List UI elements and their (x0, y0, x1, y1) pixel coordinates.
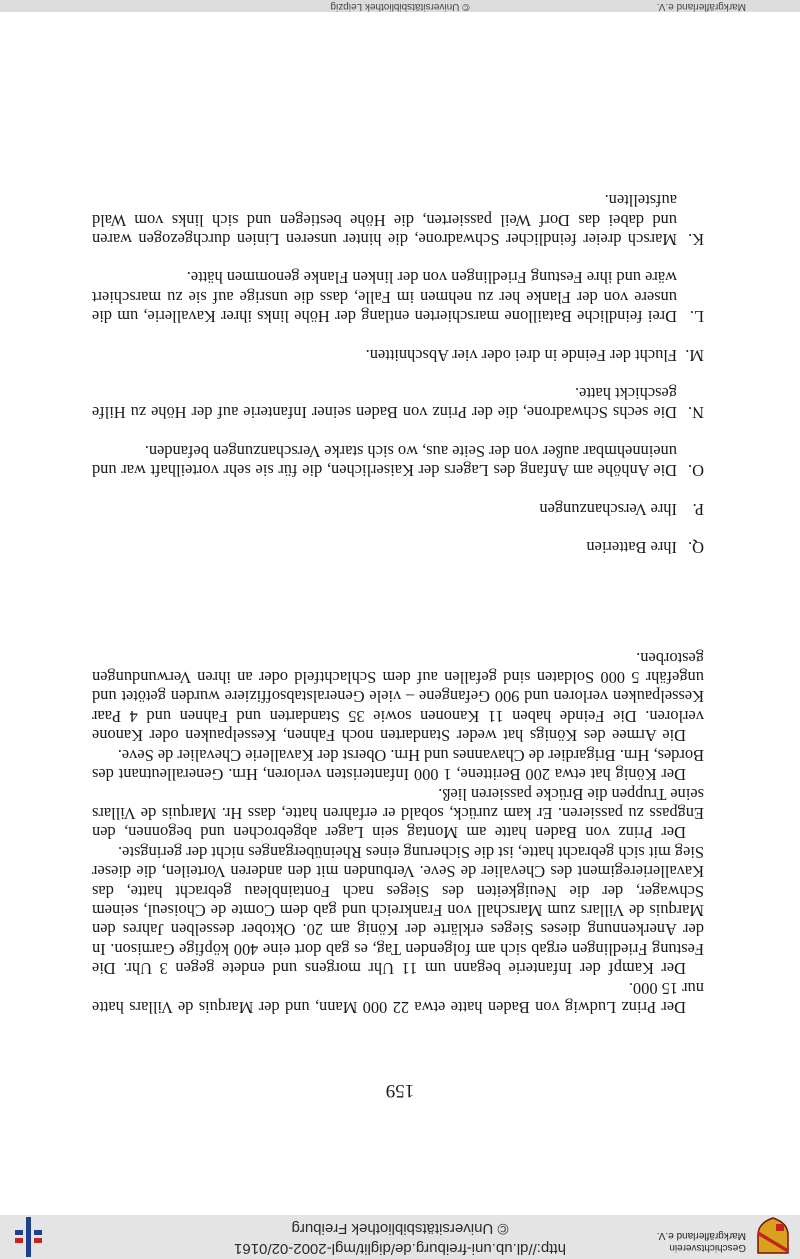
university-library-logo-icon (14, 1217, 44, 1257)
legend-key: L. (689, 307, 704, 327)
legend-text: Die Anhöhe am Anfang des Lagers der Kaiserlichen, die für sie sehr vorteilhaft war und uneinnehmbar außer von der Seite aus, wo sich starke Verschanzungen befanden. (92, 441, 677, 481)
copyright-notice: © Universitätsbibliothek Freiburg (291, 1220, 509, 1237)
legend-item (92, 191, 704, 249)
library-header-bar (0, 1215, 800, 1259)
legend-text: Drei feindliche Bataillone marschierten entlang der Höhe links ihrer Kavallerie, um die unsere von der Flanke her zu nehmen im Falle, dass die unsrige auf sie zu marschiert wäre und ihre Festung Friedlingen von der linken Flanke genommen hätte. (92, 268, 677, 327)
legend-key: M. (685, 345, 704, 365)
map-legend (92, 191, 704, 557)
legend-key: P. (692, 499, 704, 519)
body-text (92, 648, 704, 1017)
society-name-line2: Markgräflerland e.V. (656, 1230, 746, 1241)
legend-key: K. (688, 229, 704, 249)
legend-item (92, 499, 704, 518)
paragraph: Der Prinz Ludwig von Baden hatte etwa 22 000 Mann, und der Marquis de Villars hatte nur 15 000. (92, 978, 704, 1017)
paragraph: Der König hat etwa 200 Berittene, 1 000 Infanteristen verloren, Hrn. Generalleutnant des Bordes, Hrn. Brigardier de Chavannes und Hrn. Oberst der Kavallerie Chevalier de Seve. (92, 745, 704, 785)
legend-text: Flucht der Feinde in drei oder vier Abschnitten. (365, 345, 677, 365)
legend-key: Q. (688, 538, 704, 557)
legend-item (92, 538, 704, 557)
footer-society: Markgräflerland e.V. (656, 1, 746, 12)
legend-item (92, 345, 704, 364)
footer-copyright: © Universitätsbibliothek Leipzig (330, 1, 470, 12)
legend-item (92, 384, 704, 423)
legend-text: Ihre Batterien (586, 538, 677, 557)
permalink-url[interactable]: http://dl.ub.uni-freiburg.de/diglit/mgl-2002-02/0161 (234, 1240, 566, 1257)
library-footer-bar (0, 0, 800, 12)
legend-key: O. (688, 461, 704, 481)
legend-item (92, 441, 704, 480)
paragraph: Die Armee des Königs hat weder Standarten noch Fahnen, Kesselpauken oder Kanone verloren. Die Feinde haben 11 Kanonen sowie 35 Standarten und Fahnen und 4 Paar Kesselpauken verloren und 900 Gefangene – viele Generalstabsoffiziere wurden getötet und ungefähr 5 000 Soldaten sind gefallen auf dem Schlachtfeld oder an ihren Verwundungen gestorben. (92, 648, 704, 746)
page-number: 159 (385, 1080, 415, 1101)
legend-item (92, 268, 704, 326)
paragraph: Der Kampf der Infanterie begann um 11 Uhr morgens und endete gegen 3 Uhr. Die Festung Friedlingen ergab sich am folgenden Tag, es gab dort eine 400 köpfige Garnison. In der Anerkennung dieses Sieges erklärte der König am 20. Oktober desselben Jahres den Marquis de Villars zum Marschall von Frankreich und gab dem Comte de Choiseul, seinem Schwager, der die Neuigkeiten des Sieges nach Fontainbleau gebracht hatte, das Kavallerieregiment des Chevalier de Seve. Verbunden mit den anderen Vorteilen, die dieser Sieg mit sich gebracht hatte, ist die Sicherung eines Rheinüberganges nicht der geringste. (92, 842, 704, 979)
paragraph: Der Prinz von Baden hatte am Montag sein Lager abgebrochen und begonnen, den Engpass zu passieren. Er kam zurück, sobald er erfahren hatte, dass Hr. Marquis de Villars seine Truppen die Brücke passieren ließ. (92, 784, 704, 843)
society-name-line1: Geschichtsverein (669, 1242, 746, 1253)
legend-text: Marsch dreier feindlicher Schwadrone, die hinter unseren Linien durchgezogen waren und dabei das Dorf Weil passierten, die Höhe bestiegen und sich links vom Wald aufstellten. (92, 191, 677, 249)
legend-text: Ihre Verschanzungen (539, 499, 677, 519)
legend-key: N. (688, 403, 704, 423)
legend-text: Die sechs Schwadrone, die der Prinz von Baden seiner Infanterie auf der Höhe zu Hilfe geschickt hatte. (92, 383, 677, 423)
